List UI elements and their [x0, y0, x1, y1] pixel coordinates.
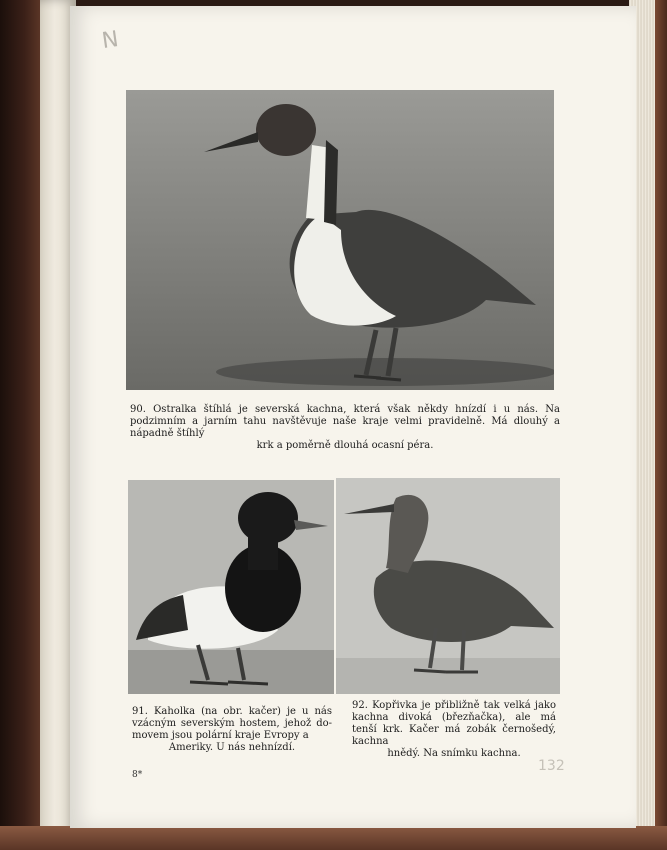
pencil-mark-top: N	[100, 26, 121, 55]
caption-91-line-1: Kaholka (na obr. kačer) je u nás	[153, 706, 332, 717]
caption-figure-92	[352, 700, 556, 760]
caption-92-line-1: Kopřivka je přibližně tak velká jako	[372, 700, 556, 711]
caption-90-line-3: krk a poměrně dlouhá ocasní péra.	[256, 440, 434, 451]
caption-91-line-4: Ameriky. U nás nehnízdí.	[168, 742, 296, 753]
pencil-page-number: 132	[538, 758, 565, 774]
caption-90-line-1: Ostralka štíhlá je severská kachna, která však někdy hnízdí i u nás. Na podzimním	[130, 404, 560, 427]
book-cover-right	[655, 0, 667, 850]
gadwall-illustration	[336, 478, 560, 694]
photo-gadwall-female	[336, 478, 560, 694]
caption-figure-91	[132, 706, 332, 754]
scaup-illustration	[128, 480, 334, 694]
caption-92-number: 92.	[352, 700, 368, 711]
caption-92-line-3: krk. Kačer má zobák černošedý, kachna	[352, 724, 556, 747]
pintail-illustration	[126, 90, 554, 390]
caption-90-number: 90.	[130, 404, 146, 415]
caption-92-line-4: hnědý. Na snímku kachna.	[387, 748, 521, 759]
caption-91-line-2: vzácným severským hostem, jehož do-	[132, 718, 332, 729]
caption-figure-90	[130, 404, 560, 452]
page-folio: 8*	[132, 770, 143, 780]
book-page	[70, 6, 636, 828]
caption-92-line-2: kachna divoká (březňačka), ale má tenší	[352, 712, 556, 735]
photo-scaup-drake	[128, 480, 334, 694]
caption-91-line-3: movem jsou polární kraje Evropy a	[132, 730, 309, 741]
photo-pintail-drake	[126, 90, 554, 390]
book-cover-left	[0, 0, 40, 850]
caption-91-number: 91.	[132, 706, 148, 717]
book-cover-bottom	[0, 826, 667, 850]
caption-90-line-2: a jarním tahu navštěvuje naše kraje velmi pravidelně. Má dlouhý a nápadně štíhlý	[130, 416, 560, 439]
